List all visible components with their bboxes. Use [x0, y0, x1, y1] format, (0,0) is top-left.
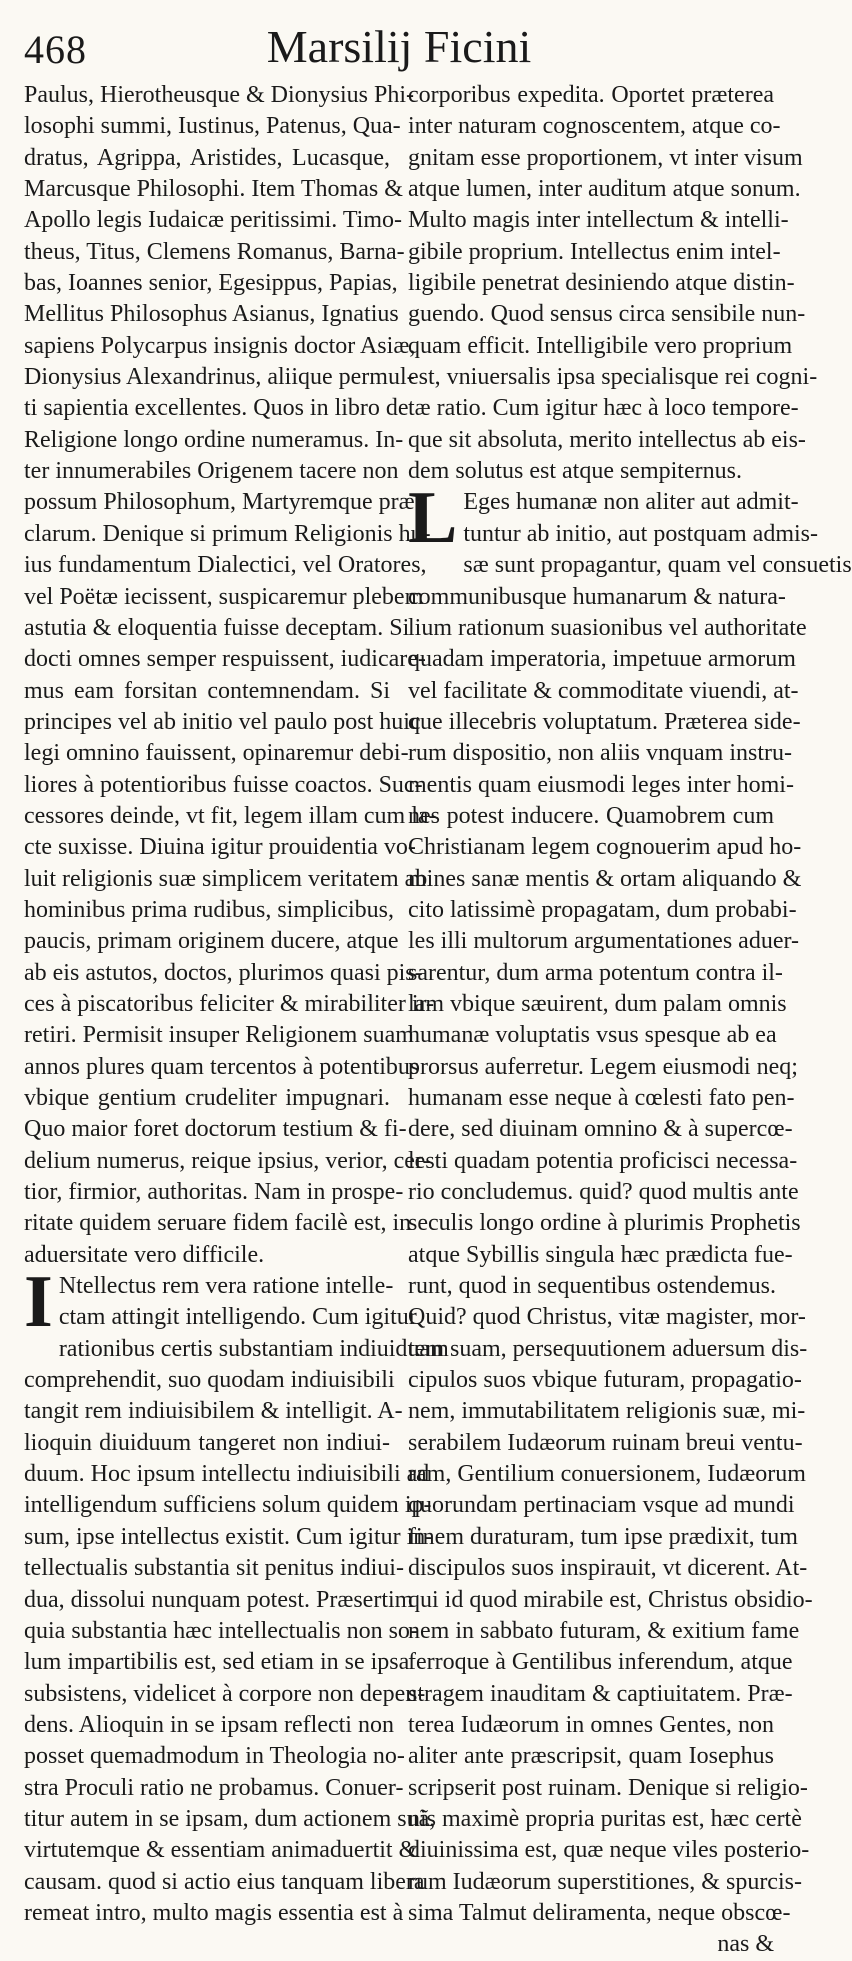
drop-cap: I [24, 1261, 53, 1344]
text-line: mus eam forsitan contemnendam. Si [24, 677, 390, 704]
text-line: rationibus certis substantiam indiuiduam [58, 1335, 449, 1362]
text-line: docti omnes semper respuissent, iudicare- [24, 646, 426, 673]
text-line: Quo maior foret doctorum testium & fi- [24, 1116, 407, 1143]
text-line: possum Philosophum, Martyremque præ- [24, 489, 423, 516]
text-line: ligibile penetrat desiniendo atque distin- [408, 270, 795, 297]
text-line: Mellitus Philosophus Asianus, Ignatius [24, 301, 399, 328]
text-line: tuntur ab initio, aut postquam admis- [463, 520, 818, 547]
text-line: que illecebris voluptatum. Præterea side- [408, 708, 801, 735]
text-line: aliter ante præscripsit, quam Iosephus [408, 1743, 774, 1770]
text-line: Religione longo ordine numeramus. In- [24, 426, 404, 453]
right-paragraph-2 [408, 477, 852, 1929]
text-line: liores à potentioribus fuisse coactos. Suc- [24, 771, 423, 798]
text-line: nis maximè propria puritas est, hæc certè [408, 1805, 802, 1832]
text-line: vel facilitate & commoditate viuendi, at- [408, 677, 799, 704]
text-line: que sit absoluta, merito intellectus ab eis- [408, 426, 806, 453]
text-line: Ntellectus rem vera ratione intelle- [58, 1273, 394, 1300]
text-line: tior, firmior, authoritas. Nam in prospe- [24, 1179, 404, 1206]
text-line: quadam imperatoria, impetuue armorum [408, 646, 796, 673]
text-line: gibile proprium. Intellectus enim intel- [408, 238, 781, 265]
text-line: cipulos suos vbique futuram, propagatio- [408, 1367, 802, 1394]
text-line: tæ ratio. Cum igitur hæc à loco tempore- [408, 395, 799, 422]
text-line: clarum. Denique si primum Religionis hu- [24, 520, 431, 547]
text-line: seculis longo ordine à plurimis Prophetis [408, 1210, 801, 1237]
text-line: virtutemque & essentiam animaduertit & [24, 1837, 418, 1864]
text-line: Christianam legem cognouerim apud ho- [408, 834, 802, 861]
text-line: intelligendum sufficiens solum quidem ip- [24, 1492, 432, 1519]
text-line: ctam attingit intelligendo. Cum igitur [58, 1304, 417, 1331]
right-paragraph-1 [408, 80, 818, 487]
text-line: diuinissima est, quæ neque viles posterio- [408, 1837, 810, 1864]
text-line: runt, quod in sequentibus ostendemus. [408, 1273, 776, 1300]
text-line: dere, sed diuinam omnino & à supercœ- [408, 1116, 793, 1143]
text-line: lum impartibilis est, sed etiam in se ipsa [24, 1649, 410, 1676]
text-line: sima Talmut deliramenta, neque obscœ- [408, 1899, 791, 1926]
text-line: serabilem Iudæorum ruinam breui ventu- [408, 1429, 803, 1456]
text-line: terea Iudæorum in omnes Gentes, non [408, 1711, 774, 1738]
text-line: dens. Alioquin in se ipsam reflecti non [24, 1711, 394, 1738]
text-line: humanæ voluptatis vsus spesque ab ea [408, 1022, 777, 1049]
left-paragraph-1 [24, 80, 437, 1271]
text-line: Quid? quod Christus, vitæ magister, mor- [408, 1304, 806, 1331]
text-line: vel Poëtæ iecissent, suspicaremur plebem [24, 583, 424, 610]
text-line: cessores deinde, vt fit, legem illam cum la- [24, 802, 437, 829]
text-line: paucis, primam originem ducere, atque [24, 928, 399, 955]
text-line: stra Proculi ratio ne probamus. Conuer- [24, 1774, 404, 1801]
text-line: vbique gentium crudeliter impugnari. [24, 1085, 390, 1111]
text-line: dem solutus est atque sempiternus. [408, 458, 742, 485]
text-line: duum. Hoc ipsum intellectu indiuisibili ad [24, 1461, 430, 1488]
text-line: lium rationum suasionibus vel authoritate [408, 614, 807, 641]
text-line: legi omnino fauissent, opinaremur debi- [24, 740, 409, 767]
text-line: cte suxisse. Diuina igitur prouidentia vo- [24, 834, 416, 861]
text-line: tem suam, persequutionem aduersum dis- [408, 1335, 808, 1362]
text-line: sæ sunt propagantur, quam vel consuetis [463, 552, 852, 579]
text-line: ab eis astutos, doctos, plurimos quasi pis- [24, 959, 423, 986]
text-line: ces à piscatoribus feliciter & mirabiliter ir- [24, 990, 435, 1017]
text-line: gnitam esse proportionem, vt inter visum [408, 144, 803, 171]
text-line: guendo. Quod sensus circa sensibile nun- [408, 301, 806, 328]
text-line: Marcusque Philosophi. Item Thomas & [24, 176, 403, 203]
text-line: comprehendit, suo quodam indiuisibili [24, 1367, 395, 1394]
text-line: inter naturam cognoscentem, atque co- [408, 113, 781, 140]
right-column [408, 80, 852, 1961]
text-line: mines sanæ mentis & ortam aliquando & [408, 865, 802, 892]
text-line: aduersitate vero difficile. [24, 1241, 265, 1268]
text-line: sarentur, dum arma potentum contra il- [408, 959, 783, 986]
text-line: discipulos suos inspirauit, vt dicerent. At- [408, 1555, 808, 1582]
text-line: hominibus prima rudibus, simplicibus, [24, 896, 394, 923]
text-line: Eges humanæ non aliter aut admit- [463, 489, 799, 516]
text-line: atque lumen, inter auditum atque sonum. [408, 176, 801, 203]
text-line: bas, Ioannes senior, Egesippus, Papias, [24, 270, 398, 297]
drop-cap: L [408, 477, 458, 560]
text-line: causam. quod si actio eius tanquam libera [24, 1868, 425, 1895]
text-line: Paulus, Hierotheusque & Dionysius Phi- [24, 82, 414, 108]
text-line: cito latissimè propagatam, dum probabi- [408, 896, 797, 923]
text-line: ti sapientia excellentes. Quos in libro de [24, 395, 409, 422]
text-line: tellectualis substantia sit penitus indiui- [24, 1555, 404, 1582]
text-line: prorsus auferretur. Legem eiusmodi neq; [408, 1053, 798, 1080]
text-line: nem, immutabilitatem religionis suæ, mi- [408, 1398, 806, 1425]
text-line: tangit rem indiuisibilem & intelligit. A- [24, 1398, 403, 1425]
text-line: atque Sybillis singula hæc prædicta fue- [408, 1241, 793, 1268]
text-line: est, vniuersalis ipsa specialisque rei cogni- [408, 364, 818, 391]
text-line: nem in sabbato futuram, & exitium fame [408, 1617, 800, 1644]
text-line: luit religionis suæ simplicem veritatem ab [24, 865, 428, 892]
text-line: Apollo legis Iudaicæ peritissimi. Timo- [24, 207, 403, 234]
text-line: theus, Titus, Clemens Romanus, Barna- [24, 238, 405, 265]
text-line: ferroque à Gentilibus inferendum, atque [408, 1649, 793, 1676]
text-line: dratus, Agrippa, Aristides, Lucasque, [24, 144, 390, 171]
text-line: ritate quidem seruare fidem facilè est, in [24, 1210, 412, 1237]
page-number: 468 [24, 27, 87, 72]
text-line: quia substantia hæc intellectualis non so- [24, 1617, 418, 1644]
text-line: corporibus expedita. Oportet præterea [408, 82, 774, 108]
text-line: quorundam pertinaciam vsque ad mundi [408, 1492, 795, 1519]
text-line: remeat intro, multo magis essentia est à [24, 1899, 404, 1926]
text-line: ter innumerabiles Origenem tacere non [24, 458, 399, 485]
text-line: ius fundamentum Dialectici, vel Oratores, [24, 552, 427, 579]
text-line: qui id quod mirabile est, Christus obsidio- [408, 1586, 813, 1613]
text-line: rum Iudæorum superstitiones, & spurcis- [408, 1868, 802, 1895]
text-line: lesti quadam potentia proficisci necessa- [408, 1147, 798, 1174]
text-line: principes vel ab initio vel paulo post huic [24, 708, 421, 735]
text-line: lam vbique sæuirent, dum palam omnis [408, 990, 787, 1017]
text-line: Multo magis inter intellectum & intelli- [408, 207, 789, 234]
text-line: astutia & eloquentia fuisse deceptam. Si [24, 614, 410, 641]
text-line: humanam esse neque à cœlesti fato pen- [408, 1085, 795, 1111]
text-line: mentis quam eiusmodi leges inter homi- [408, 771, 794, 798]
text-line: sum, ipse intellectus existit. Cum igitur in- [24, 1523, 434, 1550]
text-line: nes potest inducere. Quamobrem cum [408, 802, 774, 829]
running-title: Marsilij Ficini [266, 21, 532, 72]
text-line: sapiens Polycarpus insignis doctor Asiæ, [24, 332, 416, 359]
left-paragraph-2 [24, 1261, 449, 1929]
text-line: ram, Gentilium conuersionem, Iudæorum [408, 1461, 806, 1488]
text-line: dua, dissolui nunquam potest. Præsertim [24, 1586, 414, 1613]
text-line: Dionysius Alexandrinus, aliique permul- [24, 364, 415, 391]
text-line: delium numerus, reique ipsius, verior, cer- [24, 1147, 431, 1174]
text-line: lioquin diuiduum tangeret non indiui- [24, 1429, 390, 1456]
text-line: titur autem in se ipsam, dum actionem suã, [24, 1805, 436, 1832]
text-line: communibusque humanarum & natura- [408, 583, 786, 610]
text-line: retiri. Permisit insuper Religionem suam [24, 1022, 414, 1049]
text-line: subsistens, videlicet à corpore non depen- [24, 1680, 426, 1707]
page-header [24, 18, 774, 80]
text-line: rum dispositio, non aliis vnquam instru- [408, 740, 792, 767]
text-line: scripserit post ruinam. Denique si religio- [408, 1774, 808, 1801]
catchword: nas & [717, 1931, 774, 1958]
text-line: finem duraturam, tum ipse prædixit, tum [408, 1523, 798, 1550]
text-line: posset quemadmodum in Theologia no- [24, 1743, 405, 1770]
text-line: losophi summi, Iustinus, Patenus, Qua- [24, 113, 401, 140]
text-line: les illi multorum argumentationes aduer- [408, 928, 799, 955]
text-line: stragem inauditam & captiuitatem. Præ- [408, 1680, 793, 1707]
text-line: annos plures quam tercentos à potentibus [24, 1053, 420, 1080]
text-line: quam efficit. Intelligibile vero proprium [408, 332, 793, 359]
text-line: rio concludemus. quid? quod multis ante [408, 1179, 799, 1206]
left-column [24, 80, 449, 1961]
text-columns [24, 80, 852, 1961]
